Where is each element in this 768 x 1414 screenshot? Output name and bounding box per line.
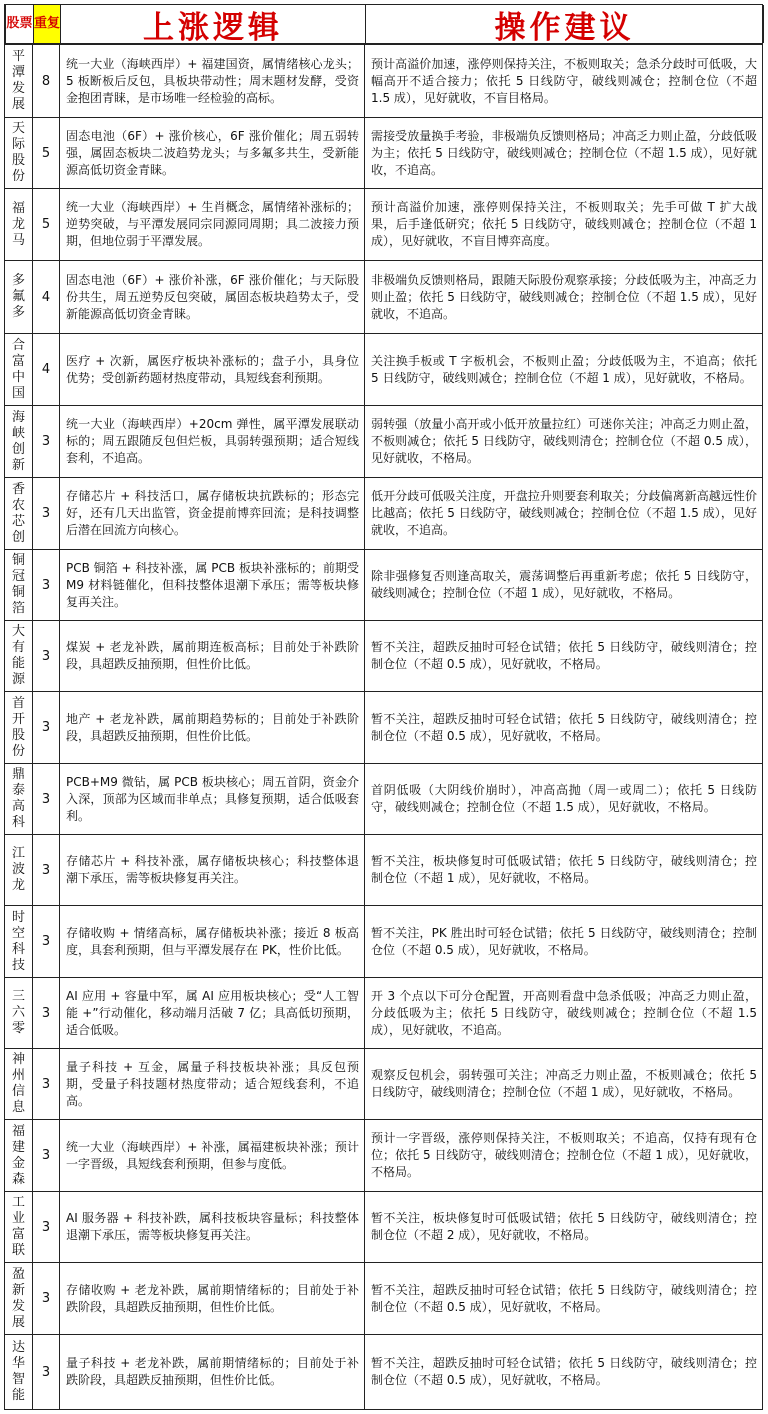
rise-logic-text: 存储收购 + 情绪高标，属存储板块补涨；接近 8 板高度，具套利预期，但与平潭发展存在 PK，性价比低。	[66, 925, 359, 957]
operation-advice-cell	[364, 764, 763, 834]
stock-name-cell	[4, 764, 32, 834]
stock-name: 香农芯创	[11, 481, 25, 545]
operation-advice-cell	[364, 261, 763, 333]
rise-logic-text: 存储收购 + 老龙补跌，属前期情绪标的；目前处于补跌阶段，具超跌反抽预期，但性价比低。	[66, 1282, 359, 1314]
rise-logic-cell	[59, 478, 364, 549]
operation-advice-cell	[364, 1335, 763, 1409]
stock-name: 首开股份	[11, 695, 25, 759]
rise-logic-text: 统一大业（海峡西岸）+ 福建国资，属情绪核心龙头；5 板断板后反包，具板块带动性；周末题材发酵，受资金抱团青睐，是市场唯一经检验的高标。	[66, 56, 359, 105]
rise-logic-cell	[59, 1192, 364, 1262]
repeat-count-cell	[32, 118, 59, 188]
operation-advice-text: 暂不关注，超跌反抽时可轻仓试错；依托 5 日线防守，破线则清仓；控制仓位（不超 0.5 成），见好就收，不格局。	[371, 640, 757, 671]
stock-name-cell	[4, 621, 32, 691]
rise-logic-cell	[59, 1049, 364, 1119]
table-row	[4, 1191, 763, 1262]
stock-name: 铜冠铜箔	[11, 553, 25, 616]
repeat-count-cell	[32, 621, 59, 691]
operation-advice-text: 预计高溢价加速，涨停则保持关注，不板则取关；先手可做 T 扩大战果，后手逢低研究；依托 5 日线防守，破线则减仓；控制仓位（不超 1 成），见好就收，不盲目博弈高度。	[371, 200, 757, 248]
stock-name: 神州信息	[11, 1052, 25, 1115]
repeat-count-cell	[32, 906, 59, 977]
stock-name: 达华智能	[11, 1340, 25, 1403]
operation-advice-cell	[364, 621, 763, 691]
stock-name-cell	[4, 692, 32, 763]
operation-advice-cell	[364, 1120, 763, 1191]
rise-logic-text: 存储芯片 + 科技补涨，属存储板块核心；科技整体退潮下承压，需等板块修复再关注。	[66, 854, 359, 885]
stock-name-cell	[4, 261, 32, 333]
operation-advice-text: 暂不关注，超跌反抽时可轻仓试错；依托 5 日线防守，破线则清仓；控制仓位（不超 0.5 成），见好就收，不格局。	[371, 1282, 757, 1314]
repeat-count-cell	[32, 261, 59, 333]
rise-logic-text: 地产 + 老龙补跌，属前期趋势标的；目前处于补跌阶段，具超跌反抽预期，但性价比低。	[66, 711, 359, 743]
operation-advice-text: 观察反包机会，弱转强可关注；冲高乏力则止盈，不板则减仓；依托 5 日线防守，破线则清仓；控制仓位（不超 1 成），见好就收，不格局。	[371, 1068, 757, 1099]
stock-name-cell	[4, 189, 32, 260]
stock-name-cell	[4, 1263, 32, 1334]
repeat-count-cell	[32, 334, 59, 405]
operation-advice-cell	[364, 692, 763, 763]
operation-advice-cell	[364, 978, 763, 1048]
table-row	[4, 260, 763, 333]
rise-logic-text: AI 服务器 + 科技补跌，属科技板块容量标；科技整体退潮下承压，需等板块修复再关注。	[66, 1211, 359, 1242]
stock-name-cell	[4, 1049, 32, 1119]
repeat-count: 3	[41, 506, 51, 521]
stock-name: 多氟多	[11, 273, 25, 320]
rise-logic-text: 固态电池（6F）+ 涨价核心，6F 涨价催化；周五弱转强，属固态板块二波趋势龙头；与多氟多共生，受新能源高低切资金青睐。	[66, 128, 359, 177]
repeat-count: 8	[41, 73, 51, 89]
repeat-count: 3	[41, 1005, 51, 1021]
operation-advice-cell	[364, 334, 763, 405]
table-row	[4, 1119, 763, 1191]
operation-advice-text: 低开分歧可低吸关注度，开盘拉升则要套利取关；分歧偏离新高越远性价比越高；依托 5 日线防守，破线则减仓；控制仓位（不超 1.5 成），见好就收，不追高。	[371, 489, 757, 537]
stock-name-cell	[4, 1120, 32, 1191]
operation-advice-cell	[364, 1049, 763, 1119]
table-row	[4, 44, 763, 117]
repeat-count-cell	[32, 692, 59, 763]
stock-name: 合富中国	[11, 337, 25, 401]
operation-advice-text: 暂不关注，PK 胜出时可轻仓试错；依托 5 日线防守，破线则清仓；控制仓位（不超 0.5 成），见好就收，不格局。	[371, 925, 757, 957]
stock-name-cell	[4, 406, 32, 477]
table-header	[4, 4, 763, 44]
table-row	[4, 188, 763, 260]
stock-name: 盈新发展	[11, 1266, 25, 1330]
operation-advice-text: 弱转强（放量小高开或小低开放量拉红）可迷你关注；冲高乏力则止盈，不板则减仓；依托 5 日线防守，破线则清仓；控制仓位（不超 0.5 成），见好就收，不格局。	[371, 417, 757, 465]
repeat-count-cell	[32, 45, 59, 117]
stock-name: 工业富联	[11, 1195, 25, 1258]
stock-name: 福建金森	[11, 1123, 25, 1187]
operation-advice-text: 开 3 个点以下可分仓配置，开高则看盘中急杀低吸；冲高乏力则止盈，分歧低吸为主；依托 5 日线防守，破线则减仓；控制仓位（不超 1.5 成），见好就收，不追高。	[371, 988, 757, 1037]
repeat-count: 3	[41, 1364, 51, 1380]
repeat-count: 3	[41, 577, 51, 593]
operation-advice-text: 关注换手板或 T 字板机会，不板则止盈；分歧低吸为主，不追高；依托 5 日线防守，破线则减仓；控制仓位（不超 1 成），见好就收，不格局。	[371, 353, 757, 385]
rise-logic-text: 医疗 + 次新，属医疗板块补涨标的；盘子小，具身位优势；受创新药题材热度带动，具短线套利预期。	[66, 353, 359, 385]
stock-name-cell	[4, 45, 32, 117]
stock-name-cell	[4, 1335, 32, 1409]
stock-name: 时空科技	[11, 909, 25, 973]
operation-advice-text: 暂不关注，超跌反抽时可轻仓试错；依托 5 日线防守，破线则清仓；控制仓位（不超 0.5 成），见好就收，不格局。	[371, 711, 757, 743]
header-repeat-count: 重复	[33, 5, 60, 43]
stock-name-cell	[4, 478, 32, 549]
rise-logic-cell	[59, 1335, 364, 1409]
repeat-count-cell	[32, 189, 59, 260]
table-row	[4, 405, 763, 477]
repeat-count: 5	[41, 217, 51, 232]
repeat-count: 3	[41, 791, 51, 807]
rise-logic-cell	[59, 334, 364, 405]
stock-name-cell	[4, 1192, 32, 1262]
rise-logic-text: 煤炭 + 老龙补跌，属前期连板高标；目前处于补跌阶段，具超跌反抽预期，但性价比低。	[66, 640, 359, 671]
operation-advice-cell	[364, 1263, 763, 1334]
repeat-count: 3	[41, 720, 51, 735]
rise-logic-cell	[59, 189, 364, 260]
table-row	[4, 691, 763, 763]
repeat-count-cell	[32, 1335, 59, 1409]
table-row	[4, 549, 763, 620]
repeat-count: 3	[41, 1291, 51, 1306]
stock-name-cell	[4, 334, 32, 405]
rise-logic-text: 存储芯片 + 科技活口，属存储板块抗跌标的；形态完好，还有几天出监管，资金提前博弈回流；是科技调整后潜在回流方向核心。	[66, 489, 359, 537]
rise-logic-cell	[59, 764, 364, 834]
table-row	[4, 333, 763, 405]
operation-advice-text: 预计高溢价加速，涨停则保持关注，不板则取关；急杀分歧时可低吸，大幅高开不适合接力；依托 5 日线防守，破线则减仓；控制仓位（不超 1.5 成），见好就收，不盲目格局。	[371, 56, 757, 105]
operation-advice-cell	[364, 906, 763, 977]
rise-logic-cell	[59, 692, 364, 763]
table-row	[4, 1262, 763, 1334]
repeat-count-cell	[32, 406, 59, 477]
repeat-count: 3	[41, 934, 51, 949]
operation-advice-text: 暂不关注，板块修复时可低吸试错；依托 5 日线防守，破线则清仓；控制仓位（不超 2 成），见好就收，不格局。	[371, 1211, 757, 1242]
stock-name: 三六零	[11, 989, 25, 1036]
table-row	[4, 620, 763, 691]
operation-advice-cell	[364, 835, 763, 905]
operation-advice-cell	[364, 478, 763, 549]
rise-logic-text: AI 应用 + 容量中军，属 AI 应用板块核心；受“人工智能 +”行动催化，移动端月活破 7 亿；具高低切预期，适合低吸。	[66, 988, 359, 1037]
header-operation-advice: 操作建议	[365, 5, 764, 43]
stock-name: 天际股份	[11, 121, 25, 184]
repeat-count-cell	[32, 1049, 59, 1119]
stock-name: 平潭发展	[11, 49, 25, 112]
rise-logic-cell	[59, 261, 364, 333]
operation-advice-cell	[364, 118, 763, 188]
table-row	[4, 1048, 763, 1119]
rise-logic-cell	[59, 621, 364, 691]
rise-logic-text: 统一大业（海峡西岸）+ 生肖概念，属情绪补涨标的；逆势突破，与平潭发展同宗同源同周期；具二波接力预期，但地位弱于平潭发展。	[66, 200, 359, 248]
repeat-count: 3	[41, 1076, 51, 1092]
rise-logic-cell	[59, 118, 364, 188]
repeat-count-cell	[32, 1120, 59, 1191]
table-bottom-border	[4, 1409, 763, 1410]
repeat-count-cell	[32, 478, 59, 549]
header-rise-logic: 上涨逻辑	[60, 5, 365, 43]
stock-name: 海峡创新	[11, 409, 25, 473]
stock-name: 江波龙	[11, 846, 25, 893]
table-row	[4, 763, 763, 834]
table-row	[4, 834, 763, 905]
repeat-count-cell	[32, 764, 59, 834]
operation-advice-text: 除非强修复否则逢高取关，震荡调整后再重新考虑；依托 5 日线防守，破线则减仓；控制仓位（不超 1 成），见好就收，不格局。	[371, 569, 757, 600]
repeat-count-cell	[32, 550, 59, 620]
stock-name-cell	[4, 118, 32, 188]
operation-advice-text: 暂不关注，超跌反抽时可轻仓试错；依托 5 日线防守，破线则清仓；控制仓位（不超 0.5 成），见好就收，不格局。	[371, 1356, 757, 1387]
stock-name: 大有能源	[11, 624, 25, 687]
stock-name: 鼎泰高科	[11, 767, 25, 830]
repeat-count: 5	[41, 145, 51, 161]
operation-advice-cell	[364, 45, 763, 117]
stock-name-cell	[4, 906, 32, 977]
repeat-count: 3	[41, 1148, 51, 1163]
rise-logic-text: 量子科技 + 老龙补跌，属前期情绪标的；目前处于补跌阶段，具超跌反抽预期，但性价比低。	[66, 1356, 359, 1387]
stock-name-cell	[4, 550, 32, 620]
repeat-count: 4	[41, 362, 51, 377]
repeat-count-cell	[32, 1192, 59, 1262]
rise-logic-cell	[59, 978, 364, 1048]
rise-logic-text: 量子科技 + 互金，属量子科技板块补涨；具反包预期，受量子科技题材热度带动；适合短线套利，不追高。	[66, 1059, 359, 1108]
operation-advice-text: 预计一字晋级，涨停则保持关注，不板则取关；不追高，仅持有现有仓位；依托 5 日线防守，破线则清仓；控制仓位（不超 1 成），见好就收，不格局。	[371, 1131, 757, 1179]
repeat-count-cell	[32, 978, 59, 1048]
rise-logic-cell	[59, 45, 364, 117]
rise-logic-text: 统一大业（海峡西岸）+ 补涨，属福建板块补涨；预计一字晋级，具短线套利预期，但参与度低。	[66, 1139, 359, 1171]
rise-logic-cell	[59, 1263, 364, 1334]
stock-name: 福龙马	[11, 200, 25, 248]
repeat-count: 3	[41, 434, 51, 449]
operation-advice-text: 首阴低吸（大阴线价崩时），冲高高抛（周一或周二）；依托 5 日线防守，破线则减仓；控制仓位（不超 1.5 成），见好就收，不格局。	[371, 783, 757, 814]
table-row	[4, 905, 763, 977]
table-row	[4, 1334, 763, 1409]
operation-advice-cell	[364, 1192, 763, 1262]
rise-logic-text: PCB+M9 微钻，属 PCB 板块核心；周五首阴，资金介入深，顶部为区域而非单点；具修复预期，适合低吸套利。	[66, 774, 359, 823]
operation-advice-cell	[364, 550, 763, 620]
stock-name-cell	[4, 835, 32, 905]
repeat-count: 3	[41, 1219, 51, 1235]
operation-advice-text: 暂不关注，板块修复时可低吸试错；依托 5 日线防守，破线则清仓；控制仓位（不超 1 成），见好就收，不格局。	[371, 854, 757, 885]
rise-logic-cell	[59, 835, 364, 905]
header-stock-name: 股票	[5, 5, 33, 43]
repeat-count-cell	[32, 1263, 59, 1334]
rise-logic-text: 固态电池（6F）+ 涨价补涨，6F 涨价催化；与天际股份共生，周五逆势反包突破，属固态板块趋势太子，受新能源高低切资金青睐。	[66, 272, 359, 321]
operation-advice-text: 非极端负反馈则格局，跟随天际股份观察承接；分歧低吸为主，冲高乏力则止盈；依托 5 日线防守，破线则减仓；控制仓位（不超 1.5 成），见好就收，不追高。	[371, 272, 757, 321]
repeat-count: 4	[41, 289, 51, 305]
operation-advice-cell	[364, 406, 763, 477]
repeat-count: 3	[41, 862, 51, 878]
rise-logic-cell	[59, 406, 364, 477]
operation-advice-cell	[364, 189, 763, 260]
rise-logic-cell	[59, 550, 364, 620]
rise-logic-cell	[59, 1120, 364, 1191]
table-row	[4, 477, 763, 549]
stock-name-cell	[4, 978, 32, 1048]
table-row	[4, 117, 763, 188]
rise-logic-text: PCB 铜箔 + 科技补涨，属 PCB 板块补涨标的；前期受 M9 材料链催化，但科技整体退潮下承压；需等板块修复再关注。	[66, 560, 359, 609]
repeat-count-cell	[32, 835, 59, 905]
repeat-count: 3	[41, 648, 51, 664]
rise-logic-cell	[59, 906, 364, 977]
rise-logic-text: 统一大业（海峡西岸）+20cm 弹性，属平潭发展联动标的；周五跟随反包但烂板，具弱转强预期；适合短线套利，不追高。	[66, 417, 359, 465]
table-row	[4, 977, 763, 1048]
operation-advice-text: 需接受放量换手考验，非极端负反馈则格局；冲高乏力则止盈，分歧低吸为主；依托 5 日线防守，破线则减仓；控制仓位（不超 1.5 成），见好就收，不追高。	[371, 128, 757, 177]
